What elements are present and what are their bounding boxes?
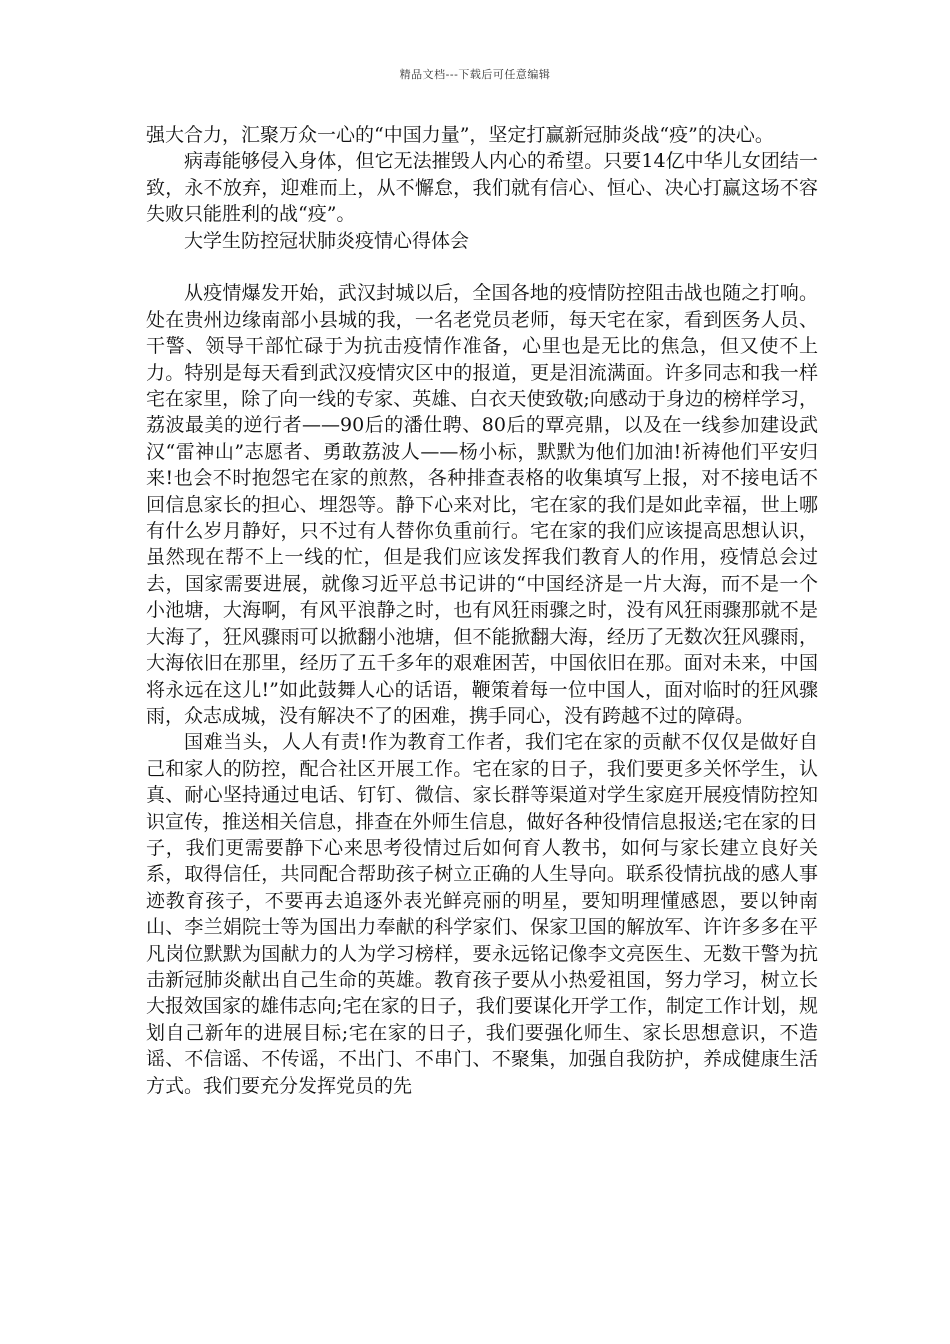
blank-line	[146, 254, 818, 280]
paragraph-hope: 病毒能够侵入身体，但它无法摧毁人内心的希望。只要14亿中华儿女团结一致，永不放弃，迎难而上，从不懈怠，我们就有信心、恒心、决心打赢这场不容失败只能胜利的战“疫”。	[146, 150, 818, 226]
paragraph-1: 从疫情爆发开始，武汉封城以后，全国各地的疫情防控阻击战也随之打响。处在贵州边缘南部小县城的我，一名老党员老师，每天宅在家，看到医务人员、干警、领导干部忙碌于为抗击疫情作准备，心里也是无比的焦急，但又使不上力。特别是每天看到武汉疫情灾区中的报道，更是泪流满面。许多同志和我一样宅在家里，除了向一线的专家、英雄、白衣天使致敬;向感动于身边的榜样学习，荔波最美的逆行者——90后的潘仕聘、80后的覃亮鼎，以及在一线参加建设武汉“雷神山”志愿者、勇敢荔波人——杨小标，默默为他们加油!祈祷他们平安归来!也会不时抱怨宅在家的煎熬，各种排查表格的收集填写上报，对不接电话不回信息家长的担心、埋怨等。静下心来对比，宅在家的我们是如此幸福，世上哪有什么岁月静好，只不过有人替你负重前行。宅在家的我们应该提高思想认识，虽然现在帮不上一线的忙，但是我们应该发挥我们教育人的作用，疫情总会过去，国家需要进展，就像习近平总书记讲的“中国经济是一片大海，而不是一个小池塘，大海啊，有风平浪静之时，也有风狂雨骤之时，没有风狂雨骤那就不是大海了，狂风骤雨可以掀翻小池塘，但不能掀翻大海，经历了无数次狂风骤雨，大海依旧在那里，经历了五千多年的艰难困苦，中国依旧在那。面对未来，中国将永远在这儿!”如此鼓舞人心的话语，鞭策着每一位中国人，面对临时的狂风骤雨，众志成城，没有解决不了的困难，携手同心，没有跨越不过的障碍。	[146, 282, 818, 727]
page-header: 精品文档---下载后可任意编辑	[399, 68, 551, 81]
paragraph-continued: 强大合力，汇聚万众一心的“中国力量”，坚定打赢新冠肺炎战“疫”的决心。	[146, 124, 774, 146]
document-body	[146, 122, 818, 1099]
paragraph-2: 国难当头，人人有责!作为教育工作者，我们宅在家的贡献不仅仅是做好自己和家人的防控，配合社区开展工作。宅在家的日子，我们要更多关怀学生，认真、耐心坚持通过电话、钉钉、微信、家长群等渠道对学生家庭开展疫情防控知识宣传，推送相关信息，排查在外师生信息，做好各种役情信息报送;宅在家的日子，我们更需要静下心来思考役情过后如何育人教书，如何与家长建立良好关系，取得信任，共同配合帮助孩子树立正确的人生导向。联系役情抗战的感人事迹教育孩子，不要再去追逐外表光鲜亮丽的明星，要知明理懂感恩，要以钟南山、李兰娟院士等为国出力奉献的科学家们、保家卫国的解放军、许许多多在平凡岗位默默为国献力的人为学习榜样，要永远铭记像李文亮医生、无数干警为抗击新冠肺炎献出自己生命的英雄。教育孩子要从小热爱祖国，努力学习，树立长大报效国家的雄伟志向;宅在家的日子，我们要谋化开学工作，制定工作计划，规划自己新年的进展目标;宅在家的日子，我们要强化师生、家长思想意识，不造谣、不信谣、不传谣，不出门、不串门、不聚集，加强自我防护，养成健康生活方式。我们要充分发挥党员的先	[146, 731, 818, 1097]
document-title: 大学生防控冠状肺炎疫情心得体会	[184, 229, 470, 252]
